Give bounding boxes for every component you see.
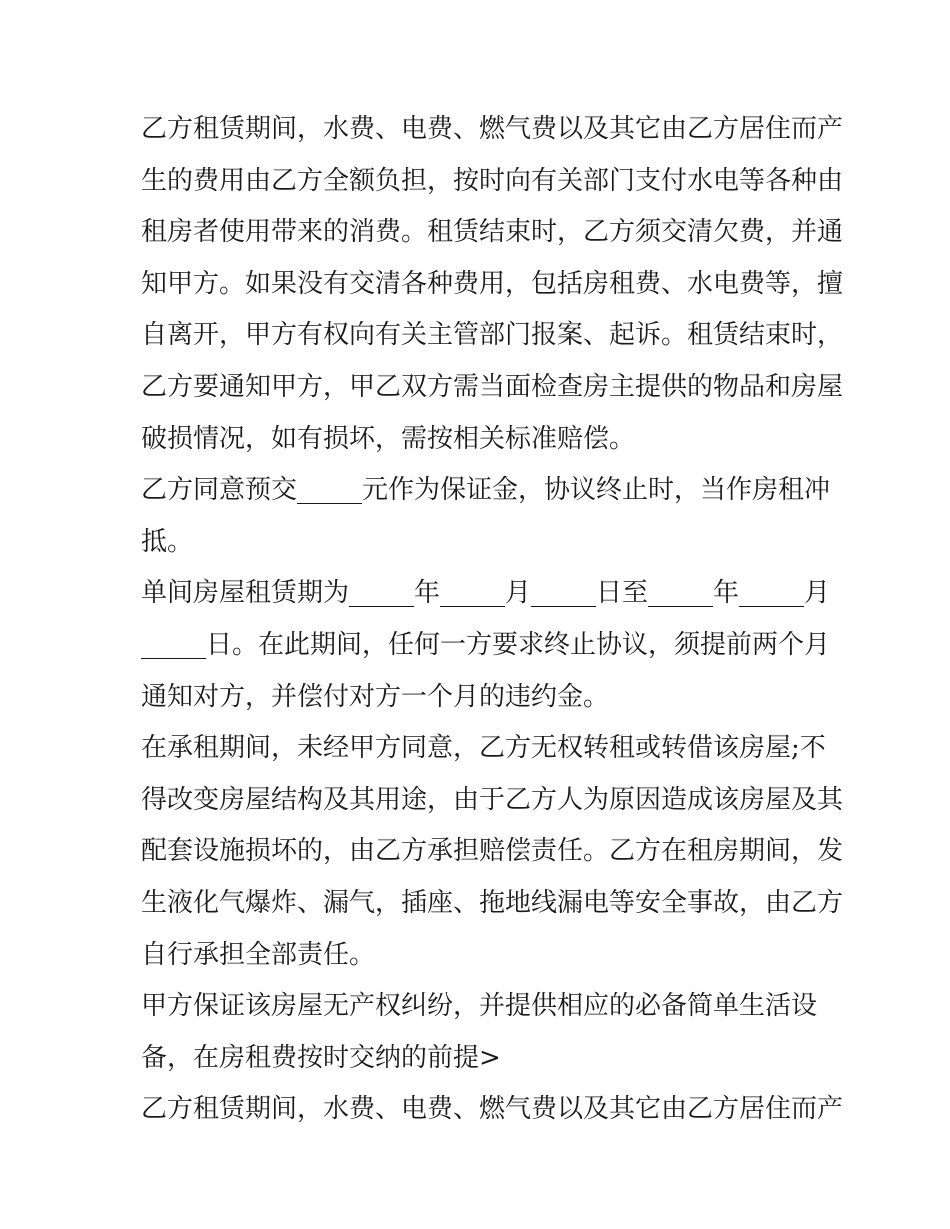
text-line: 通知对方，并偿付对方一个月的违约金。 — [141, 681, 610, 712]
text-line: 知甲方。如果没有交清各种费用，包括房租费、水电费等，擅 — [141, 268, 844, 299]
text-line: 乙方要通知甲方，甲乙双方需当面检查房主提供的物品和房屋 — [141, 371, 844, 402]
text-line: 乙方租赁期间，水费、电费、燃气费以及其它由乙方居住而产 — [141, 114, 844, 144]
text-line: 自行承担全部责任。 — [141, 939, 376, 970]
text-line: 生液化气爆炸、漏气，插座、拖地线漏电等安全事故，由乙方 — [141, 887, 844, 918]
text-line: _____日。在此期间，任何一方要求终止协议，须提前两个月 — [141, 629, 831, 660]
text-line: 得改变房屋结构及其用途，由于乙方人为原因造成该房屋及其 — [141, 784, 844, 815]
text-line: 租房者使用带来的消费。租赁结束时，乙方须交清欠费，并通 — [141, 217, 844, 248]
text-line: 在承租期间，未经甲方同意，乙方无权转租或转借该房屋;不 — [141, 733, 826, 764]
text-line: 生的费用由乙方全额负担，按时向有关部门支付水电等各种由 — [141, 165, 844, 196]
text-line: 单间房屋租赁期为_____年_____月_____日至_____年_____月 — [141, 578, 831, 609]
text-line: 抵。 — [141, 526, 194, 557]
document-body — [141, 104, 844, 1136]
text-line: 乙方同意预交_____元作为保证金，协议终止时，当作房租冲 — [141, 475, 831, 506]
text-line: 甲方保证该房屋无产权纠纷，并提供相应的必备简单生活设 — [141, 991, 818, 1022]
text-line: 乙方租赁期间，水费、电费、燃气费以及其它由乙方居住而产 — [141, 1094, 844, 1125]
text-line: 破损情况，如有损坏，需按相关标准赔偿。 — [141, 423, 636, 454]
text-line: 配套设施损坏的，由乙方承担赔偿责任。乙方在租房期间，发 — [141, 836, 844, 867]
text-line: 备，在房租费按时交纳的前提> — [141, 1042, 501, 1073]
text-line: 自离开，甲方有权向有关主管部门报案、起诉。租赁结束时， — [141, 320, 844, 351]
